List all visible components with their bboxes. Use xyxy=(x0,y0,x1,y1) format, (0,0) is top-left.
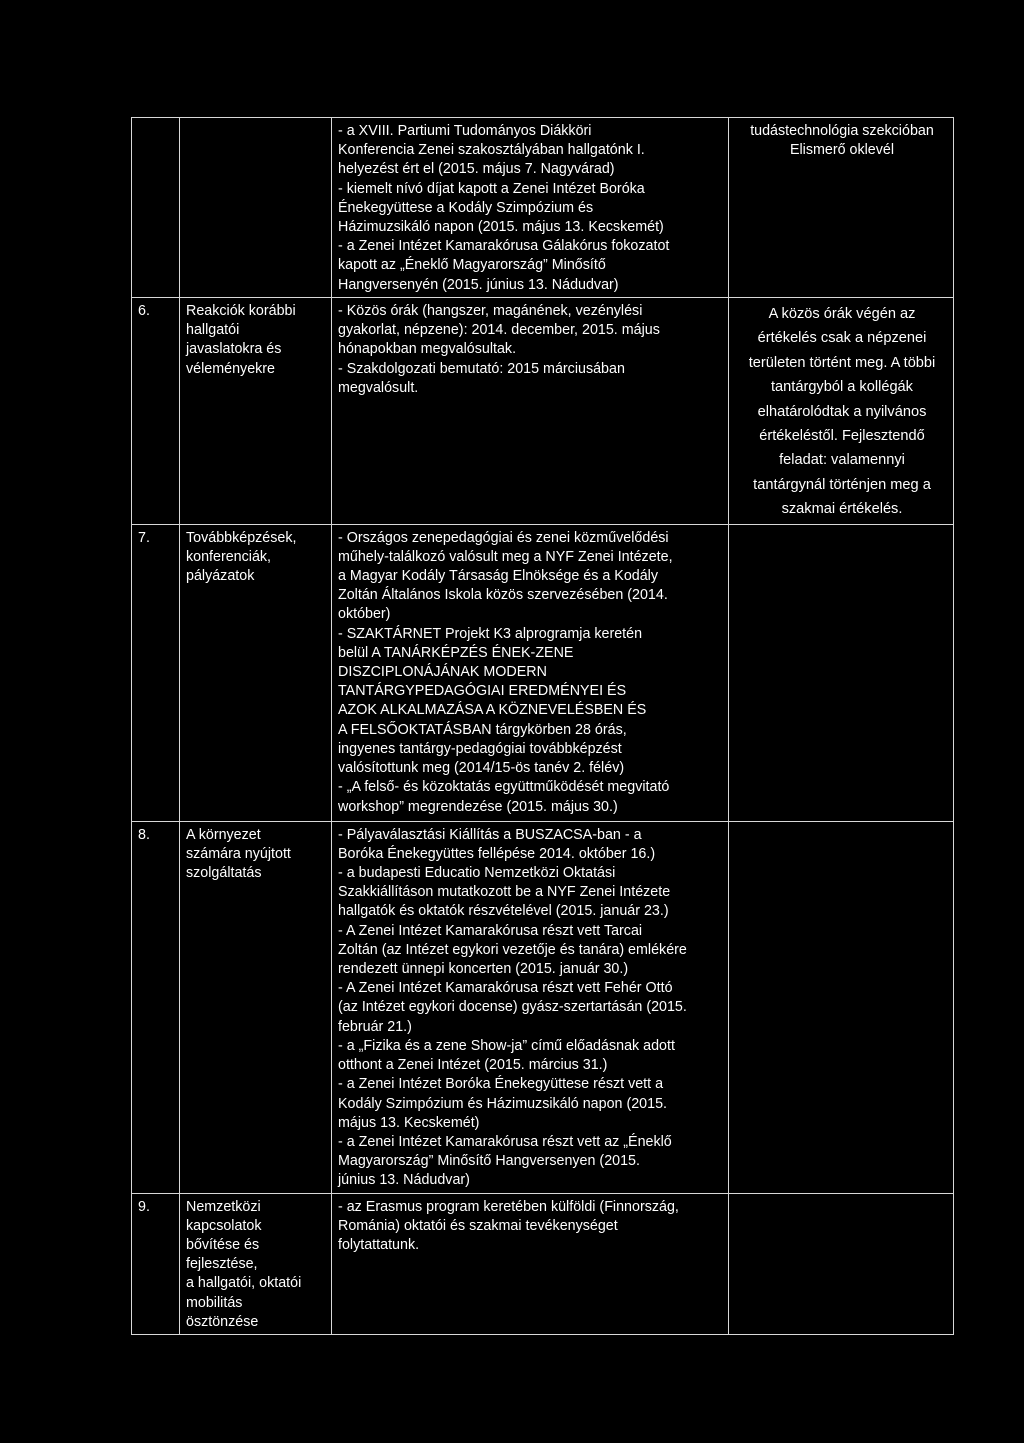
description-line: - „A felső- és közoktatás együttműködését megvitató xyxy=(338,779,670,796)
row-number xyxy=(132,298,180,525)
row-number xyxy=(132,524,180,821)
description-line: A FELSŐOKTATÁSBAN tárgykörben 28 órás, xyxy=(338,721,627,738)
topic-line: pályázatok xyxy=(186,568,255,585)
description-line: kapott az „Éneklő Magyarország” Minősítő xyxy=(338,257,606,274)
row-note xyxy=(729,1193,954,1334)
table-row xyxy=(132,821,954,1193)
description-line: - Pályaválasztási Kiállítás a BUSZACSA-ban - a xyxy=(338,826,642,843)
report-table xyxy=(131,117,954,1335)
row-note xyxy=(729,524,954,821)
description-line: belül A TANÁRKÉPZÉS ÉNEK-ZENE xyxy=(338,644,574,661)
topic-line: Reakciók korábbi xyxy=(186,303,296,319)
row-topic xyxy=(180,118,332,298)
topic-line: hallgatói xyxy=(186,322,240,339)
description-line: rendezett ünnepi koncerten (2015. január 30.) xyxy=(338,961,629,978)
row-note xyxy=(729,821,954,1193)
row-number-label: 6. xyxy=(138,303,150,319)
description-line: - a XVIII. Partiumi Tudományos Diákköri xyxy=(338,123,592,139)
row-number xyxy=(132,821,180,1193)
description-line: - Szakdolgozati bemutató: 2015 márciusában xyxy=(338,360,625,377)
description-line: Boróka Énekegyüttes fellépése 2014. október 16.) xyxy=(338,845,656,862)
description-line: - a Zenei Intézet Kamarakórusa részt vett az „Éneklő xyxy=(338,1133,672,1150)
table-row xyxy=(132,524,954,821)
description-line: valósítottunk meg (2014/15-ös tanév 2. félév) xyxy=(338,760,625,777)
description-line: helyezést ért el (2015. május 7. Nagyvárad) xyxy=(338,161,615,178)
description-line: megvalósult. xyxy=(338,379,419,396)
description-line: Kodály Szimpózium és Házimuzsikáló napon (2015. xyxy=(338,1095,667,1112)
row-number xyxy=(132,118,180,298)
description-line: AZOK ALKALMAZÁSA A KÖZNEVELÉSBEN ÉS xyxy=(338,702,647,719)
description-line: Szakkiállításon mutatkozott be a NYF Zenei Intézete xyxy=(338,884,671,901)
description-line: - A Zenei Intézet Kamarakórusa részt vett Tarcai xyxy=(338,922,643,939)
description-line: folytattatunk. xyxy=(338,1237,420,1254)
note-line: tantárgynál történjen meg a xyxy=(753,476,931,493)
table-row xyxy=(132,298,954,525)
description-line: Magyarország” Minősítő Hangversenyen (2015. xyxy=(338,1153,640,1170)
description-line: hónapokban megvalósultak. xyxy=(338,341,517,358)
row-topic xyxy=(180,298,332,525)
row-topic xyxy=(180,821,332,1193)
description-line: DISZCIPLONÁJÁNAK MODERN xyxy=(338,664,547,681)
description-line: Románia) oktatói és szakmai tevékenységet xyxy=(338,1217,618,1234)
topic-line: kapcsolatok xyxy=(186,1217,262,1234)
description-line: május 13. Kecskemét) xyxy=(338,1114,480,1131)
description-line: Konferencia Zenei szakosztályában hallgatónk I. xyxy=(338,142,645,159)
topic-line: számára nyújtott xyxy=(186,845,291,862)
topic-line: bővítése és xyxy=(186,1237,260,1254)
topic-line: Nemzetközi xyxy=(186,1198,261,1215)
row-number xyxy=(132,1193,180,1334)
description-line: TANTÁRGYPEDAGÓGIAI EREDMÉNYEI ÉS xyxy=(338,683,627,700)
description-line: - a budapesti Educatio Nemzetközi Oktatási xyxy=(338,865,616,882)
description-line: gyakorlat, népzene): 2014. december, 2015. május xyxy=(338,322,660,339)
topic-line: ösztönzése xyxy=(186,1313,259,1330)
description-line: október) xyxy=(338,606,391,623)
note-line: szakmai értékelés. xyxy=(781,501,903,518)
description-line: (az Intézet egykori docense) gyász-szertartásán (2015. xyxy=(338,999,687,1016)
description-line: - kiemelt nívó díjat kapott a Zenei Intézet Boróka xyxy=(338,180,645,197)
topic-line: konferenciák, xyxy=(186,548,272,565)
description-line: Zoltán (az Intézet egykori vezetője és tanára) emlékére xyxy=(338,941,687,958)
description-line: Házimuzsikáló napon (2015. május 13. Kecskemét) xyxy=(338,219,664,236)
description-line: hallgatók és oktatók részvételével (2015. január 23.) xyxy=(338,903,669,920)
description-line: - Országos zenepedagógiai és zenei közművelődési xyxy=(338,529,669,546)
row-note xyxy=(729,298,954,525)
topic-line: Továbbképzések, xyxy=(186,529,297,546)
row-description xyxy=(332,1193,729,1334)
description-line: workshop” megrendezése (2015. május 30.) xyxy=(338,798,618,815)
topic-line: szolgáltatás xyxy=(186,865,262,882)
row-topic xyxy=(180,524,332,821)
description-line: - SZAKTÁRNET Projekt K3 alprogramja keretén xyxy=(338,625,643,642)
topic-line: a hallgatói, oktatói xyxy=(186,1275,302,1292)
description-line: február 21.) xyxy=(338,1018,412,1035)
description-line: - a Zenei Intézet Kamarakórusa Gálakórus fokozatot xyxy=(338,238,670,255)
description-line: - A Zenei Intézet Kamarakórusa részt vett Fehér Ottó xyxy=(338,980,673,997)
description-line: június 13. Nádudvar) xyxy=(338,1172,470,1189)
row-description xyxy=(332,821,729,1193)
description-line: Hangversenyén (2015. június 13. Nádudvar) xyxy=(338,276,619,293)
row-description xyxy=(332,118,729,298)
note-line: értékelés csak a népzenei xyxy=(757,330,927,347)
row-number-label: 9. xyxy=(138,1198,150,1215)
note-line: feladat: valamennyi xyxy=(779,452,905,469)
note-line: A közös órák végén az xyxy=(768,306,916,322)
description-line: Zoltán Általános Iskola közös szervezésében (2014. xyxy=(338,587,668,604)
row-number-label: 7. xyxy=(138,529,150,546)
note-line: tantárgyból a kollégák xyxy=(771,379,913,396)
note-line: tudástechnológia szekcióban xyxy=(750,123,934,139)
description-line: - az Erasmus program keretében külföldi (Finnország, xyxy=(338,1198,679,1215)
description-line: - a Zenei Intézet Boróka Énekegyüttese részt vett a xyxy=(338,1076,664,1093)
row-topic xyxy=(180,1193,332,1334)
table-row xyxy=(132,118,954,298)
table-row xyxy=(132,1193,954,1334)
topic-line: javaslatokra és xyxy=(186,341,282,358)
row-note xyxy=(729,118,954,298)
topic-line: véleményekre xyxy=(186,360,275,377)
note-line: területen történt meg. A többi xyxy=(748,354,936,371)
row-description xyxy=(332,298,729,525)
report-table-body xyxy=(132,118,954,1335)
description-line: - a „Fizika és a zene Show-ja” című előadásnak adott xyxy=(338,1037,675,1054)
topic-line: fejlesztése, xyxy=(186,1256,258,1273)
note-line: elhatárolódtak a nyilvános xyxy=(757,403,927,420)
description-line: műhely-találkozó valósult meg a NYF Zenei Intézete, xyxy=(338,548,673,565)
note-line: Elismerő oklevél xyxy=(789,142,895,159)
description-line: Énekegyüttese a Kodály Szimpózium és xyxy=(338,199,594,216)
note-line: értékeléstől. Fejlesztendő xyxy=(759,428,925,445)
description-line: ingyenes tantárgy-pedagógiai továbbképzést xyxy=(338,740,622,757)
topic-line: A környezet xyxy=(186,826,261,843)
topic-line: mobilitás xyxy=(186,1294,243,1311)
description-line: - Közös órák (hangszer, magánének, vezénylési xyxy=(338,303,643,319)
description-line: a Magyar Kodály Társaság Elnöksége és a Kodály xyxy=(338,568,659,585)
description-line: otthont a Zenei Intézet (2015. március 31.) xyxy=(338,1057,608,1074)
row-number-label: 8. xyxy=(138,826,150,843)
row-description xyxy=(332,524,729,821)
